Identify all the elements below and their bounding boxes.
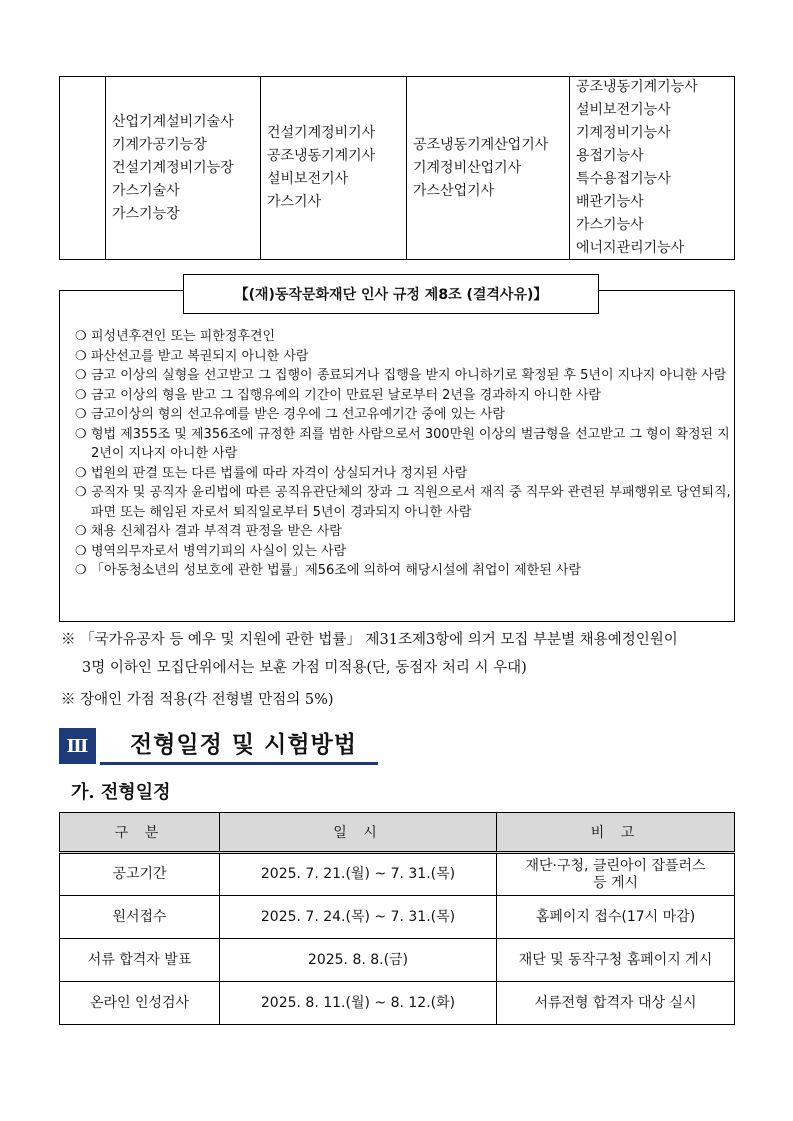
qualification-item: 설비보전기사	[267, 171, 349, 187]
qualification-item: 기계가공기능장	[112, 136, 207, 153]
table-cell: 서류전형 합격자 대상 실시	[497, 982, 735, 1025]
circle-bullet-icon: ❍	[75, 524, 87, 539]
rule-item: ❍ 금고이상의 형의 선고유예를 받은 경우에 그 선고유예기간 중에 있는 사람	[75, 405, 735, 425]
column-header: 구 분	[60, 813, 220, 853]
circle-bullet-icon: ❍	[75, 465, 87, 481]
rule-item: ❍ 공직자 및 공직자 윤리법에 따른 공직유관단체의 장과 그 직원으로서 재직 중 직무와 관련된 부패행위로 당연퇴직, 파면 또는 해임된 자로서 퇴직일로부터 5년이 경과되지 아니한 사람	[75, 483, 735, 522]
circle-bullet-icon: ❍	[75, 563, 87, 578]
table-cell: 원서접수	[60, 896, 220, 939]
rules-title: 【(재)동작문화재단 인사 규정 제8조 (결격사유)】	[183, 274, 599, 314]
rule-item: ❍ 병역의무자로서 병역기피의 사실이 있는 사람	[75, 542, 735, 562]
table-cell: 2025. 7. 21.(월) ~ 7. 31.(목)	[220, 853, 497, 896]
qualification-item: 공조냉동기계기사	[267, 148, 376, 164]
circle-bullet-icon: ❍	[75, 543, 87, 559]
qualification-item: 용접기능사	[576, 148, 644, 164]
qualification-col-1	[105, 77, 260, 259]
qualification-empty-cell	[60, 77, 105, 259]
qualification-col-4	[569, 77, 734, 259]
qualification-item: 가스기사	[267, 194, 322, 210]
circle-bullet-icon: ❍	[75, 329, 87, 344]
table-row	[60, 939, 735, 982]
table-cell: 2025. 8. 8.(금)	[220, 939, 497, 982]
table-cell: 온라인 인성검사	[60, 982, 220, 1025]
qualification-item: 가스산업기사	[413, 182, 495, 199]
section-number-badge: Ⅲ	[59, 728, 96, 764]
rule-item: ❍ 법원의 판결 또는 다른 법률에 따라 자격이 상실되거나 정지된 사람	[75, 464, 735, 484]
qualification-item: 가스기술사	[112, 182, 180, 199]
table-cell: 재단·구청, 클린아이 잡플러스 등 게시	[497, 853, 735, 896]
circle-bullet-icon: ❍	[75, 348, 87, 364]
table-row	[60, 982, 735, 1025]
qualification-item: 기계정비기능사	[576, 125, 671, 141]
rule-item: ❍ 금고 이상의 실형을 선고받고 그 집행이 종료되거나 집행을 받지 아니하기로 확정된 후 5년이 지나지 아니한 사람	[75, 366, 735, 386]
qualification-item: 공조냉동기계기능사	[576, 79, 698, 95]
note-veterans-line2: 3명 이하인 모집단위에서는 보훈 가점 미적용(단, 동점자 처리 시 우대)	[82, 660, 527, 676]
column-header: 비 고	[497, 813, 735, 853]
qualification-table	[59, 76, 735, 260]
rules-list	[75, 327, 735, 581]
column-header: 일 시	[220, 813, 497, 853]
schedule-table	[59, 812, 735, 1025]
qualification-item: 가스기능사	[576, 217, 644, 233]
rule-item: ❍ 채용 신체검사 결과 부적격 판정을 받은 사람	[75, 522, 735, 542]
circle-bullet-icon: ❍	[75, 407, 87, 422]
qualification-item: 건설기계정비기능장	[112, 159, 234, 176]
table-cell: 홈페이지 접수(17시 마감)	[497, 896, 735, 939]
qualification-item: 특수용접기능사	[576, 171, 671, 187]
rule-item: ❍ 금고 이상의 형을 받고 그 집행유예의 기간이 만료된 날로부터 2년을 경과하지 아니한 사람	[75, 386, 735, 406]
section-title: 전형일정 및 시험방법	[130, 732, 357, 758]
section-underline	[100, 762, 378, 765]
rule-item: ❍ 형법 제355조 및 제356조에 규정한 죄를 범한 사람으로서 300만원 이상의 벌금형을 선고받고 그 형이 확정된 지 2년이 지나지 아니한 사람	[75, 425, 735, 464]
qualification-item: 건설기계정비기사	[267, 125, 376, 141]
table-cell: 2025. 8. 11.(월) ~ 8. 12.(화)	[220, 982, 497, 1025]
qualification-item: 배관기능사	[576, 194, 644, 210]
circle-bullet-icon: ❍	[75, 387, 87, 403]
qualification-col-2	[260, 77, 406, 259]
note-veterans-line1: ※ 「국가유공자 등 예우 및 지원에 관한 법률」 제31조제3항에 의거 모집 부분별 채용예정인원이	[61, 632, 678, 648]
note-disability: ※ 장애인 가점 적용(각 전형별 만점의 5%)	[61, 692, 334, 708]
table-row	[60, 853, 735, 896]
table-header-row	[60, 813, 735, 853]
qualification-item: 공조냉동기계산업기사	[413, 136, 549, 153]
qualification-col-3	[406, 77, 569, 259]
rule-item: ❍ 「아동청소년의 성보호에 관한 법률」제56조에 의하여 해당시설에 취업이 제한된 사람	[75, 561, 735, 581]
rule-item: ❍ 파산선고를 받고 복권되지 아니한 사람	[75, 347, 735, 367]
circle-bullet-icon: ❍	[75, 368, 87, 383]
qualification-item: 산업기계설비기술사	[112, 113, 234, 130]
rule-item: ❍ 피성년후견인 또는 피한정후견인	[75, 327, 735, 347]
qualification-item: 에너지관리기능사	[576, 240, 685, 256]
table-cell: 재단 및 동작구청 홈페이지 게시	[497, 939, 735, 982]
qualification-item: 가스기능장	[112, 205, 180, 222]
table-row	[60, 896, 735, 939]
circle-bullet-icon: ❍	[75, 485, 87, 500]
qualification-item: 기계정비산업기사	[413, 159, 522, 176]
subsection-title: 가. 전형일정	[71, 782, 171, 803]
qualification-item: 설비보전기능사	[576, 102, 671, 118]
table-cell: 서류 합격자 발표	[60, 939, 220, 982]
table-cell: 공고기간	[60, 853, 220, 896]
circle-bullet-icon: ❍	[75, 426, 87, 442]
table-cell: 2025. 7. 24.(목) ~ 7. 31.(목)	[220, 896, 497, 939]
